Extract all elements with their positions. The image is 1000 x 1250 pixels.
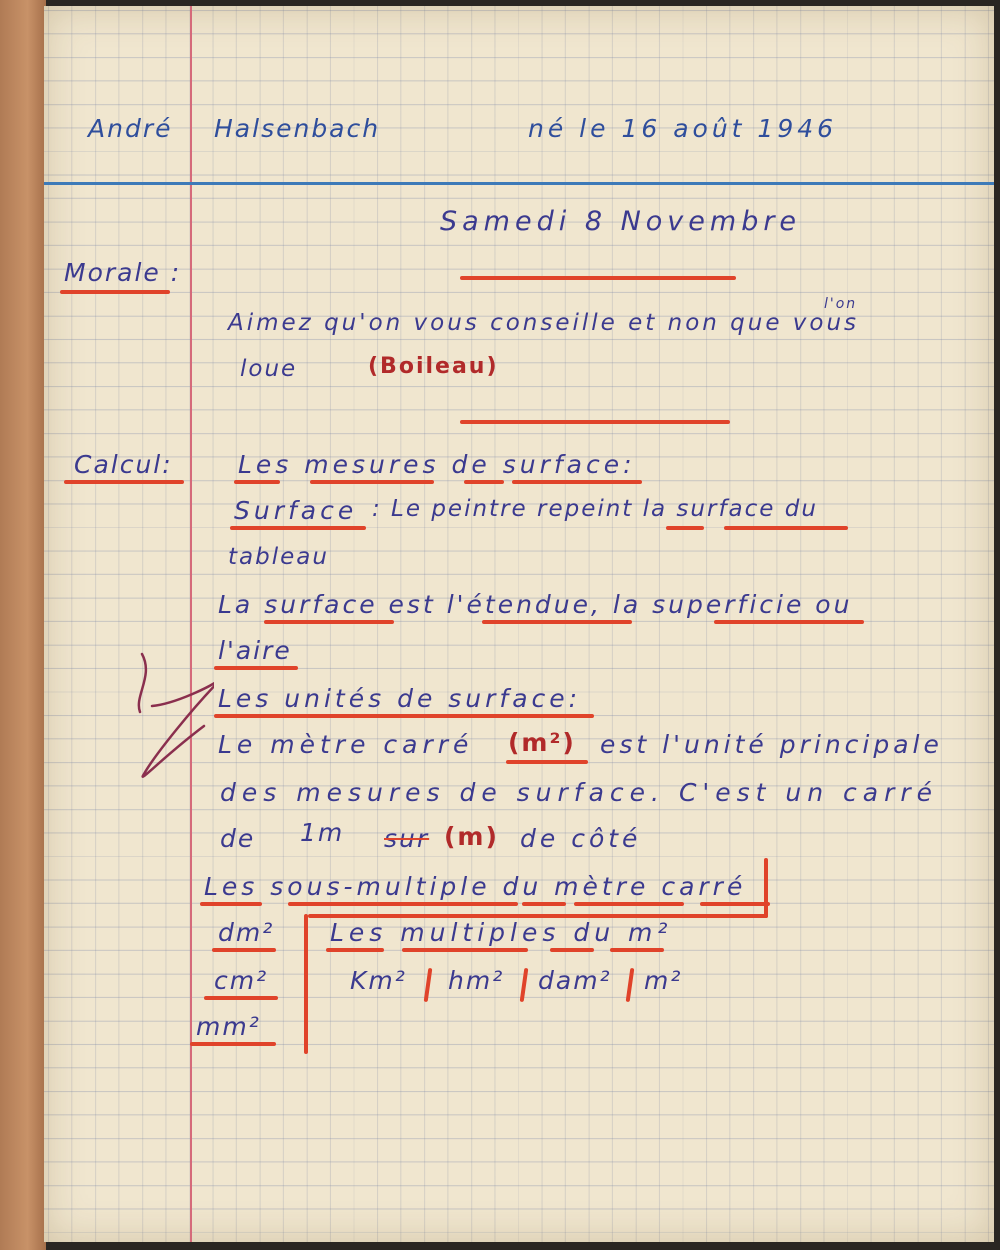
mult-ul-m2 [610,948,664,952]
surface-underline [230,526,366,530]
submultiple-cm2: cm² [214,966,269,995]
multiple-hm2: hm² [448,966,505,995]
multiples-title: Les multiples du m² [330,918,673,947]
surface-text2: tableau [228,544,329,570]
multiple-dam2: dam² [538,966,612,995]
la-underline [666,526,704,530]
def-underline-superficie [714,620,864,624]
title-underline-de [464,480,504,484]
sub-ul-metre [574,902,684,906]
unit-line3-d: (m) [444,822,499,851]
morale-insert: l'on [824,296,858,312]
lesson-date: Samedi 8 Novembre [440,206,802,237]
morale-line1: Aimez qu'on vous conseille et non que vous [228,310,860,336]
multiples-divider-3 [626,968,635,1002]
unit-line3-e: de côté [520,824,642,853]
surface-word: Surface [234,496,358,525]
notebook-cover-edge [0,0,46,1250]
birth-date: né le 16 août 1946 [528,114,838,143]
definition-line1: La surface est l'étendue, la superficie ou [218,590,853,619]
bracket-left [304,914,308,1054]
units-title: Les unités de surface: [218,684,582,713]
unit-line3-a: de [220,824,256,853]
dm2-underline [212,948,276,952]
unit-line3-c: sur [384,824,430,853]
mult-ul-multiples [402,948,528,952]
unit-line1-b: (m²) [508,728,576,757]
submultiple-mm2: mm² [196,1012,261,1041]
sub-ul-sous-multiple [288,902,518,906]
multiple-km2: Km² [350,966,407,995]
morale-line2: loue [240,356,298,382]
notebook-page [44,6,994,1242]
multiples-divider-2 [520,968,529,1002]
def-underline-etendue [482,620,632,624]
surface2-underline [724,526,848,530]
sub-ul-les [200,902,262,906]
morale-underline [60,290,170,294]
unit-line1-c: est l'unité principale [600,730,943,759]
units-title-underline [214,714,594,718]
definition-line2: l'aire [218,636,292,665]
mult-ul-les [326,948,384,952]
mm2-underline [190,1042,276,1046]
unit-line1-a: Le mètre carré [218,730,474,759]
checkmark-icon [94,646,214,786]
def-underline-surface [264,620,394,624]
multiples-divider-1 [424,968,433,1002]
morale-label: Morale : [64,258,182,287]
unit-line3-b: 1m [300,818,345,847]
submultiples-title: Les sous-multiple du mètre carré [204,872,747,901]
sub-ul-carre [700,902,770,906]
surface-text: : Le peintre repeint la surface du [372,496,818,522]
header-rule [44,182,994,185]
calcul-underline [64,480,184,484]
morale-author: (Boileau) [368,354,499,379]
separator-2 [460,420,730,424]
def-underline-aire [214,666,298,670]
title-underline-surface [512,480,642,484]
submultiple-dm2: dm² [218,918,275,947]
separator-1 [460,276,736,280]
title-underline-les [234,480,280,484]
sub-ul-du [522,902,566,906]
m2-underline [506,760,588,764]
calcul-label: Calcul: [74,450,173,479]
mult-ul-du [550,948,594,952]
cm2-underline [204,996,278,1000]
calcul-title: Les mesures de surface: [238,450,636,479]
bracket-right [764,858,768,918]
first-name: André [88,114,173,143]
margin-line [190,6,192,1242]
multiple-m2: m² [644,966,683,995]
unit-line2: des mesures de surface. C'est un carré [220,778,939,807]
title-underline-mesures [310,480,434,484]
last-name: Halsenbach [214,114,381,143]
